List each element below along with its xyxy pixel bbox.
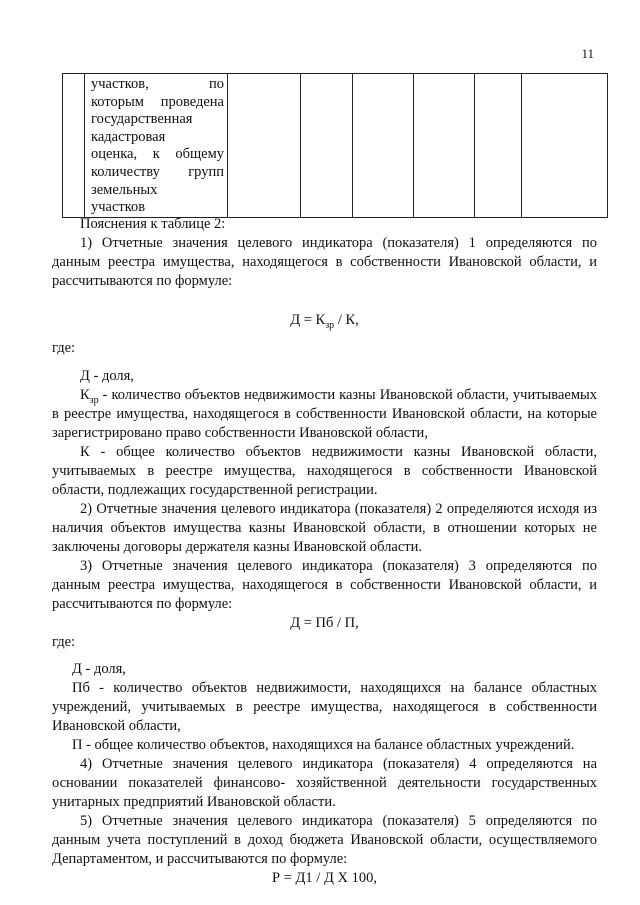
definition-k: К - общее количество объектов недвижимости казны Ивановской области, учитываемых в реестре имущества, находящегося в собственности Ивановской области, подлежащих государственной регистрации. — [52, 444, 597, 498]
notes-body — [52, 215, 597, 888]
paragraph-1: 1) Отчетные значения целевого индикатора (показателя) 1 определяются по данным реестра имущества, находящегося в собственности Ивановской области, и рассчитываются по формуле: — [52, 235, 597, 289]
notes-title: Пояснения к таблице 2: — [80, 216, 226, 232]
continued-table — [62, 73, 608, 218]
table-text-line: кадастровая — [91, 128, 166, 145]
table-cell-number — [63, 74, 85, 218]
table-cell-empty — [301, 74, 353, 218]
definition-kzr: $К_{зр}$ - количество объектов недвижимости казны Ивановской области, учитываемых в реестре имущества, находящегося в собственности Ивановской области, на которые зарегистрировано право собственности Ивановской области, — [52, 387, 597, 441]
definition-pb: Пб - количество объектов недвижимости, находящихся на балансе областных учреждений, учитываемых в реестре имущества, находящегося в собственности Ивановской области, — [52, 680, 597, 734]
paragraph-5: 5) Отчетные значения целевого индикатора (показателя) 5 определяются по данным учета поступлений в доход бюджета Ивановской области, осуществляемого Департаментом, и рассчитываются по формуле: — [52, 813, 597, 867]
where-label-2: где: — [52, 634, 76, 650]
table-text-line: количеству групп — [91, 163, 224, 180]
table-text-line: участков — [91, 199, 146, 216]
table-cell-empty — [414, 74, 475, 218]
where-label-1: где: — [52, 340, 76, 356]
table-cell-indicator-name — [85, 74, 228, 218]
table-text-line: государственная — [91, 111, 193, 128]
paragraph-2: 2) Отчетные значения целевого индикатора (показателя) 2 определяются исходя из наличия объектов имущества казны Ивановской области, в отношении которых не заключены договоры держателя казны Ивановской области. — [52, 501, 597, 555]
formula-3: Р = Д1 / Д Х 100, — [272, 870, 377, 886]
table-text-line: оценка, к общему — [91, 146, 224, 163]
table-text-line: земельных — [91, 181, 158, 198]
formula-2: Д = Пб / П, — [290, 615, 359, 631]
paragraph-3: 3) Отчетные значения целевого индикатора (показателя) 3 определяются по данным реестра имущества, находящегося в собственности Ивановской области, и рассчитываются по формуле: — [52, 558, 597, 612]
paragraph-4: 4) Отчетные значения целевого индикатора (показателя) 4 определяются на основании показателей финансово- хозяйственной деятельности государственных унитарных предприятий Ивановской области. — [52, 756, 597, 810]
definition-d-2: Д - доля, — [72, 661, 126, 677]
definition-p: П - общее количество объектов, находящихся на балансе областных учреждений. — [72, 737, 575, 753]
table-text-line: которым проведена — [91, 93, 224, 110]
page-number: 11 — [581, 46, 594, 61]
definition-d-1: Д - доля, — [80, 368, 134, 384]
table-row — [63, 74, 608, 218]
table-cell-empty — [353, 74, 414, 218]
table-cell-empty — [228, 74, 301, 218]
formula-1: $Д = К_{зр} / К$, — [290, 312, 359, 331]
table-text-line: участков, по — [91, 76, 224, 92]
table-cell-empty — [522, 74, 608, 218]
table-cell-empty — [475, 74, 522, 218]
